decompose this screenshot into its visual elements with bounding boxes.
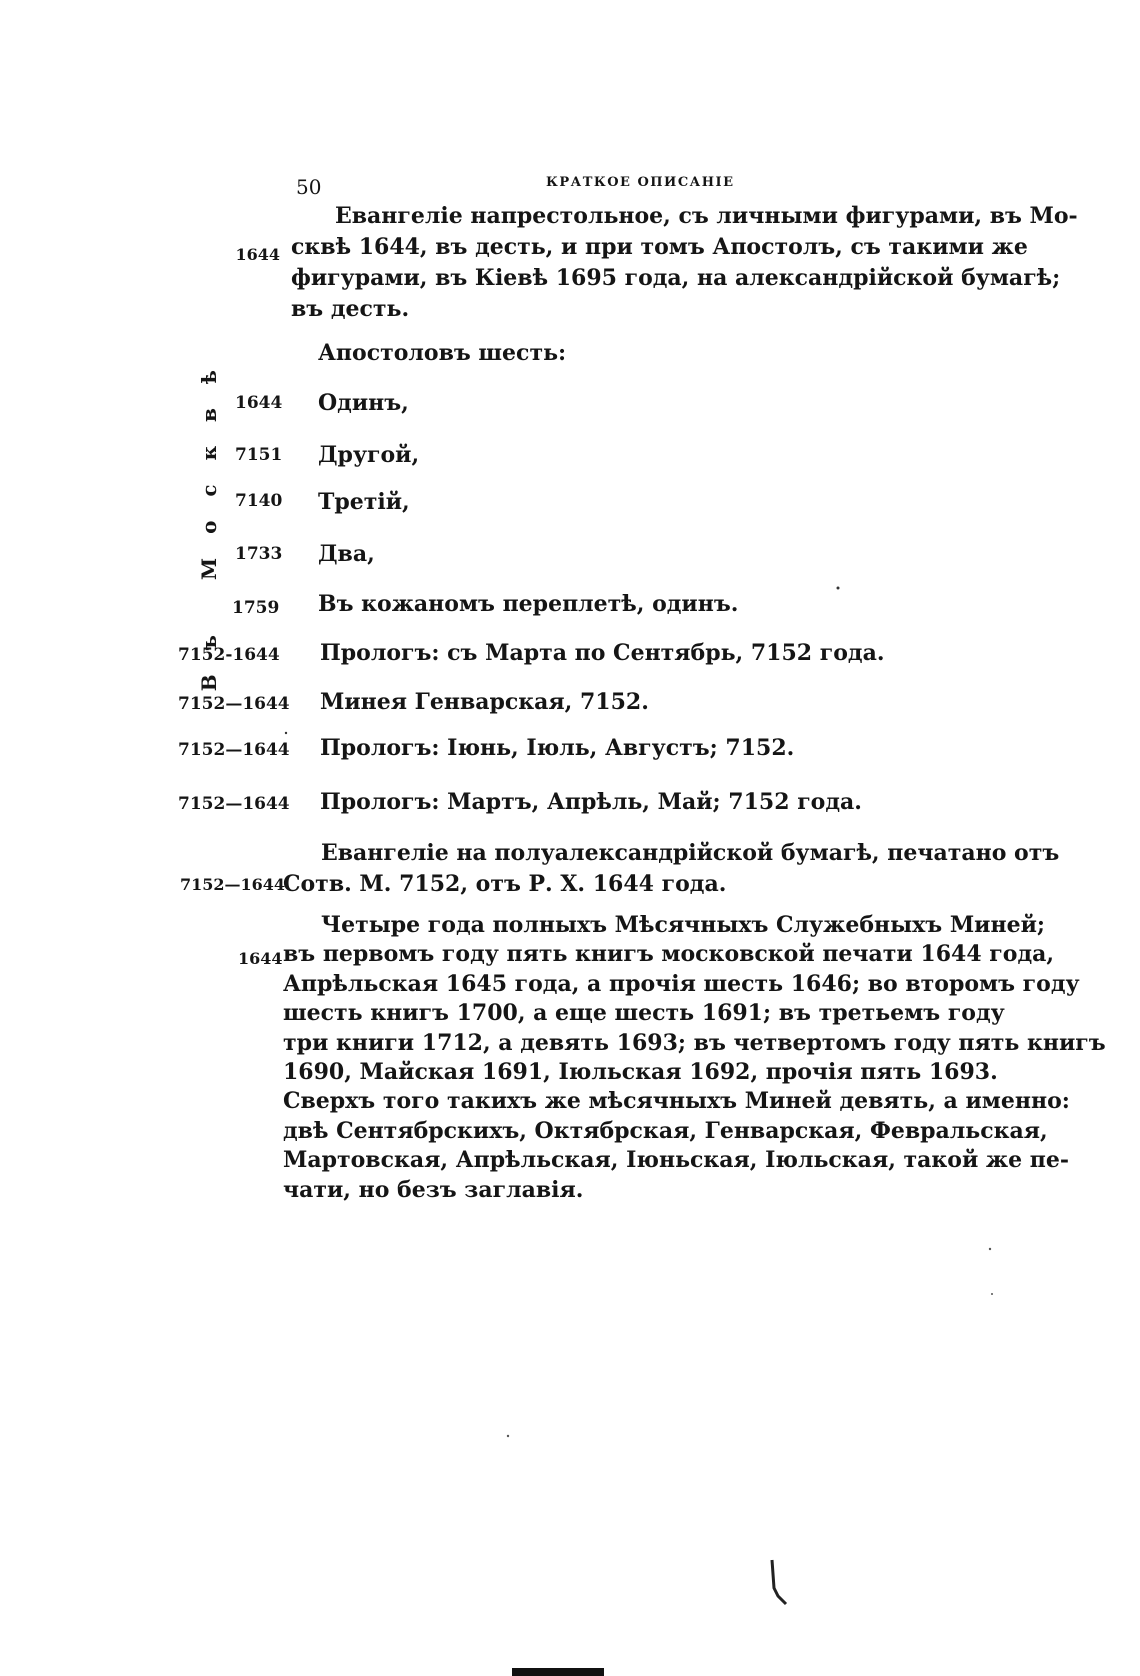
list-item-year: 1759	[232, 598, 280, 618]
list-item-year: 1644	[235, 393, 283, 413]
list-item-text: Одинъ,	[318, 390, 409, 416]
gospel-line: Сотв. М. 7152, отъ Р. Х. 1644 года.	[283, 871, 727, 897]
running-title: КРАТКОЕ ОПИСАНІЕ	[546, 175, 735, 190]
list-item-text: Другой,	[318, 442, 420, 468]
scan-mark	[772, 1560, 786, 1604]
menaia-line: Четыре года полныхъ Мѣсячныхъ Служебныхъ Миней;	[321, 912, 1046, 938]
entry-year: 7152—1644	[178, 740, 290, 760]
scan-speck	[285, 732, 287, 734]
entry-1-line: сквѣ 1644, въ десть, и при томъ Апостолъ, съ такими же	[291, 234, 1028, 260]
menaia-line: три книги 1712, а девять 1693; въ четвертомъ году пять книгъ	[283, 1029, 1106, 1056]
entry-1-margin-year: 1644	[235, 245, 280, 264]
scan-speck	[991, 1293, 993, 1295]
menaia-line: Апрѣльская 1645 года, а прочія шесть 1646; во второмъ году	[283, 970, 1080, 997]
menaia-line: двѣ Сентябрскихъ, Октябрская, Генварская, Февральская,	[283, 1117, 1048, 1144]
entry-1-line: Евангеліе напрестольное, съ личными фигурами, въ Мо-	[335, 203, 1078, 229]
entry-1-line: фигурами, въ Кіевѣ 1695 года, на александрійской бумагѣ;	[291, 265, 1061, 291]
menaia-line: Сверхъ того такихъ же мѣсячныхъ Миней девять, а именно:	[283, 1088, 1070, 1115]
entry-year: 7152—1644	[178, 694, 290, 714]
side-location-label: Въ Москвѣ	[197, 346, 221, 692]
apostles-heading: Апостоловъ шесть:	[318, 340, 567, 366]
entry-year: 7152-1644	[178, 645, 280, 665]
list-item-year: 1733	[235, 544, 283, 564]
menaia-line: шесть книгъ 1700, а еще шесть 1691; въ третьемъ году	[283, 1000, 1005, 1027]
list-item-year: 7140	[235, 491, 283, 511]
menaia-line: Мартовская, Апрѣльская, Іюньская, Іюльская, такой же пе-	[283, 1147, 1070, 1174]
gospel-line: Евангеліе на полуалександрійской бумагѣ, печатано отъ	[321, 840, 1060, 866]
menaia-line: въ первомъ году пять книгъ московской печати 1644 года,	[283, 941, 1055, 968]
scan-speck	[837, 587, 840, 590]
list-item-text: Въ кожаномъ переплетѣ, одинъ.	[318, 591, 739, 617]
entry-text: Прологъ: Мартъ, Апрѣль, Май; 7152 года.	[320, 789, 862, 815]
page-number: 50	[296, 175, 322, 199]
list-item-text: Третій,	[318, 489, 410, 515]
gospel-margin-year: 7152—1644	[180, 875, 286, 894]
menaia-line: чати, но безъ заглавія.	[283, 1176, 584, 1203]
menaia-line: 1690, Майская 1691, Іюльская 1692, прочія пять 1693.	[283, 1059, 998, 1086]
list-item-year: 7151	[235, 445, 283, 465]
entry-year: 7152—1644	[178, 794, 290, 814]
entry-1-line: въ десть.	[291, 296, 410, 322]
menaia-margin-year: 1644	[238, 949, 283, 968]
list-item-text: Два,	[318, 541, 375, 567]
entry-text: Прологъ: Іюнь, Іюль, Августъ; 7152.	[320, 735, 795, 761]
scan-bottom-bar	[512, 1668, 604, 1676]
entry-text: Минея Генварская, 7152.	[320, 689, 649, 715]
entry-text: Прологъ: съ Марта по Сентябрь, 7152 года.	[320, 640, 885, 666]
scan-speck	[989, 1248, 991, 1250]
scan-speck	[507, 1435, 509, 1437]
